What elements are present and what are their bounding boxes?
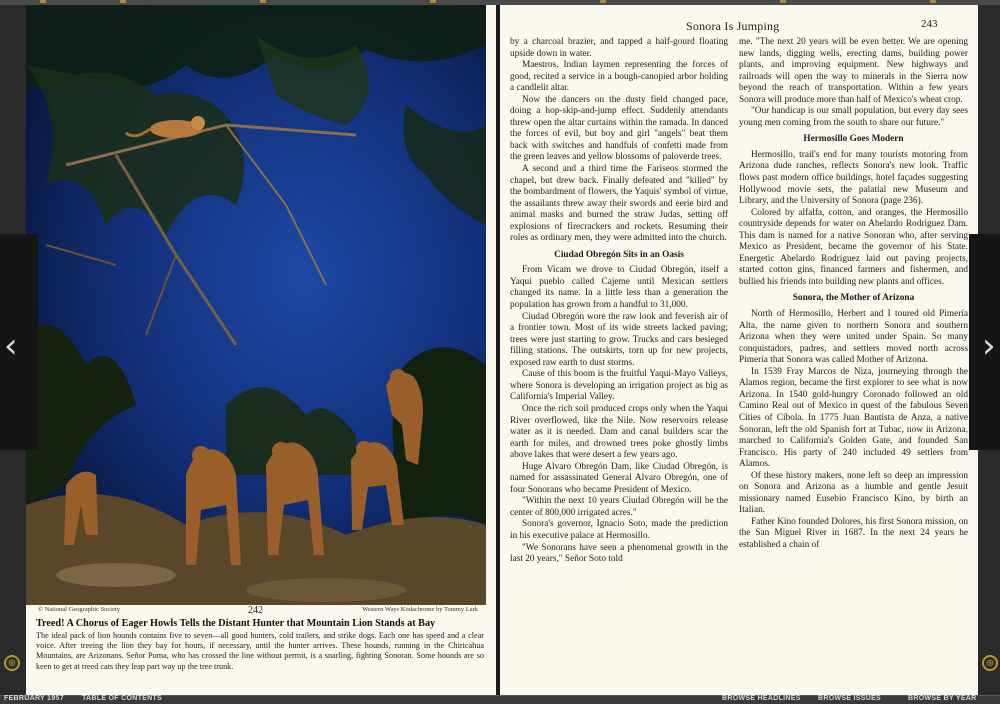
- top-tick: [430, 0, 436, 3]
- issue-date-link[interactable]: FEBRUARY 1957: [4, 695, 64, 702]
- photo-credit-right: Western Ways Kodachrome by Tommy Lark: [362, 606, 478, 613]
- paragraph: Sonora's governor, Ignacio Soto, made the prediction in his executive palace at Hermosillo.: [510, 519, 728, 541]
- text-column-1: [510, 37, 728, 566]
- paragraph: "Our handicap is our small population, but every day sees young men coming from the south to share our future.": [739, 106, 968, 128]
- paragraph: me. "The next 20 years will be even better. We are opening new lands, digging wells, erecting dams, building power plants, and improving equipment. New highways and railroads will open the way to minerals in the Sierra now beyond the reach of transportation. Within a few years Sonora will produce more than half of Mexico's wheat crop.: [739, 37, 968, 105]
- top-tick: [40, 0, 46, 3]
- paragraph: Huge Alvaro Obregón Dam, like Ciudad Obregón, is named for assassinated General Alvaro Obregón, one of four Sonorans who became President of Mexico.: [510, 461, 728, 495]
- paragraph: "Within the next 10 years Ciudad Obregón will be the center of 800,000 irrigated acres.": [510, 496, 728, 518]
- page-number-right: 243: [921, 18, 938, 30]
- zoom-right-icon[interactable]: ⊕: [982, 655, 998, 671]
- top-tick: [120, 0, 126, 3]
- photo-illustration: [26, 5, 486, 605]
- caption-body: The ideal pack of lion hounds contains five to seven—all good hunters, cold trailers, and strike dogs. Each one has speed and a clear voice. After treeing the lion they bay for hours, if necessary, until the hunter arrives. These hounds, running in the Chiricahua Mountains, are Arizonans. Señor Puma, who has crossed the line without permit, is a snarling, fighting Sonoran. Some hounds are so keen to get at treed cats they leap part way up the tree trunk.: [36, 631, 484, 671]
- browse-by-year-link[interactable]: BROWSE BY YEAR: [908, 695, 977, 702]
- top-tick: [260, 0, 266, 3]
- prev-page-chevron-icon[interactable]: ‹: [4, 326, 18, 366]
- paragraph: Maestros, Indian laymen representing the forces of good, recited a service in a bough-canopied arbor holding a candlelit altar.: [510, 60, 728, 94]
- next-page-chevron-icon[interactable]: ›: [982, 326, 996, 366]
- paragraph: by a charcoal brazier, and tapped a half-gourd floating upside down in water.: [510, 37, 728, 59]
- paragraph: From Vicam we drove to Ciudad Obregón, itself a Yaqui pueblo called Cajeme until Mexican settlers changed its name. In a little less than a generation the population has grown from a handful to 31,000.: [510, 265, 728, 311]
- browse-headlines-link[interactable]: BROWSE HEADLINES: [722, 695, 801, 702]
- left-page[interactable]: [26, 5, 496, 695]
- paragraph: Hermosillo, trail's end for many tourists motoring from Arizona dude ranches, reflects Sonora's new look. Traffic flows past modern office buildings, hotel façades suggesting Hollywood movie sets, the palatial new Museum and Library, and the University of Sonora (page 236).: [739, 149, 968, 207]
- paragraph: Now the dancers on the dusty field changed pace, doing a hop-skip-and-jump effect. Suddenly attendants threw open the altar curtains within the ramada. In danced the forces of evil, but boy and girl "angels" beat them back with switches and handfuls of confetti made from the green leaves and yellow blossoms of paloverde trees.: [510, 94, 728, 163]
- browse-issues-link[interactable]: BROWSE ISSUES: [818, 695, 882, 702]
- top-tick: [930, 0, 936, 3]
- text-column-2: [739, 37, 968, 552]
- paragraph: Ciudad Obregón wore the raw look and feverish air of a frontier town. Most of its wide streets lacked paving; trees were just starting to grow. Trucks and cars besieged filling stations. The outskirts, torn up for new projects, exposed raw earth to dust storms.: [510, 311, 728, 368]
- paragraph: North of Hermosillo, Herbert and I toured old Pimería Alta, the name given to northern Sonora and southern Arizona when they were united under Spain. So many conquistadors, padres, and settlers moved north across Pimería that Sonora was called Mother of Arizona.: [739, 309, 968, 366]
- paragraph: In 1539 Fray Marcos de Niza, journeying through the Alamos region, became the first explorer to see what is now Arizona. In 1540 gold-hungry Coronado followed an old Camino Real out of Mexico in quest of the fabulous Seven Cities of Cíbola. In 1775 Juan Bautista de Anza, a native Sonoran, left the old Spanish fort at Tubac, now in Arizona, marched to California's Golden Gate, and founded San Francisco. His party of 240 included 49 settlers from Alamos.: [739, 366, 968, 470]
- paragraph: "We Sonorans have seen a phenomenal growth in the last 20 years," Señor Soto told: [510, 542, 728, 565]
- top-tick: [600, 0, 606, 3]
- paragraph: Cause of this boom is the fruitful Yaqui-Mayo Valleys, where Sonora is developing an irrigation project as big as California's Imperial Valley.: [510, 369, 728, 403]
- running-head: Sonora Is Jumping: [686, 19, 780, 33]
- right-page[interactable]: [500, 5, 978, 695]
- section-heading: Ciudad Obregón Sits in an Oasis: [554, 249, 684, 260]
- paragraph: Once the rich soil produced crops only when the Yaqui River overflowed, like the Nile. Now reservoirs release water as it is needed. Dam and canal builders scar the earth for miles, and drowned trees poke ghostly limbs above lakes that were desert a few years ago.: [510, 403, 728, 461]
- paragraph: A second and a third time the Fariseos stormed the chapel, but drew back. Finally defeated and "killed" by the bombardment of flowers, the Yaquis' symbol of virtue, the assailants threw away their swords and eerie bird and animal masks and burned the straw Judas, setting off explosions of firecrackers and rockets. Resuming their roles as ordinary men, they were admitted into the church.: [510, 164, 728, 244]
- section-heading: Sonora, the Mother of Arizona: [792, 293, 915, 304]
- table-of-contents-link[interactable]: TABLE OF CONTENTS: [82, 695, 163, 702]
- paragraph: Of these history makers, none left so deep an impression on Sonora and Arizona as a humble and gentle Jesuit missionary named Eusebio Francisco Kino, by birth an Italian.: [739, 470, 968, 516]
- page-number-left: 242: [248, 605, 263, 616]
- zoom-left-icon[interactable]: ⊕: [4, 655, 20, 671]
- paragraph: Father Kino founded Dolores, his first Sonora mission, on the San Miguel River in 1687. In the next 24 years he established a chain of: [739, 516, 968, 550]
- photo-credit-left: © National Geographic Society: [38, 606, 121, 613]
- caption-title: Treed! A Chorus of Eager Howls Tells the Distant Hunter that Mountain Lion Stands at Bay: [36, 618, 436, 629]
- hounds-treed-lion-photo: [26, 5, 486, 605]
- section-heading: Hermosillo Goes Modern: [803, 134, 904, 145]
- top-tick: [780, 0, 786, 3]
- paragraph: Colored by alfalfa, cotton, and oranges, the Hermosillo countryside depends for water on Abelardo Rodríguez Dam. This dam is named for a native Sonoran who, after serving Mexico as President, became the governor of his State. Energetic Abelardo Rodríguez laid out paving projects, started cotton gins, financed farmers and fishermen, and bullied his friends into building new plants and offices.: [739, 207, 968, 287]
